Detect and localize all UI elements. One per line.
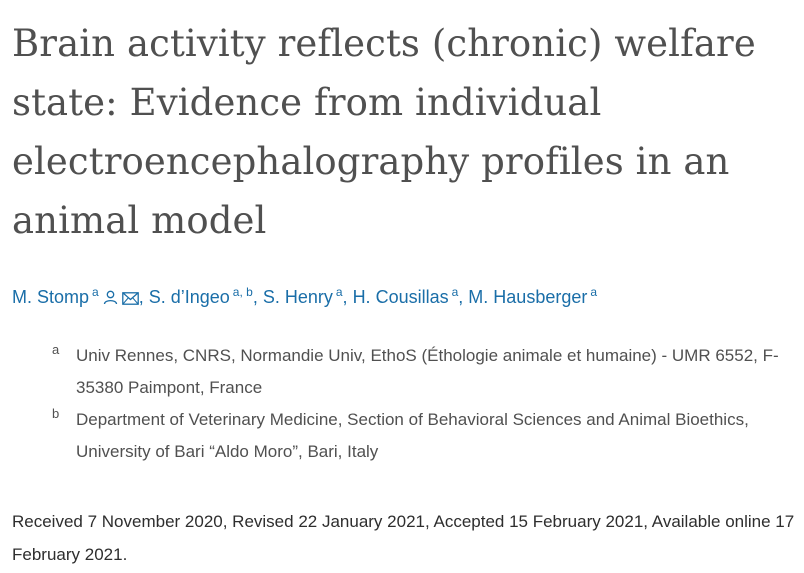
affiliation-label: a [52,342,60,357]
author-separator: , [342,287,353,307]
author-name: S. Henry [262,287,333,307]
author-name: M. Stomp [12,287,90,307]
author-separator: , [252,287,263,307]
affiliation-text: Department of Veterinary Medicine, Section of Behavioral Sciences and Animal Bioethics, University of Bari “Aldo Moro”, Bari, Italy [76,410,749,461]
affiliation-marker: a [590,285,598,299]
author-name: S. d’Ingeo [148,287,230,307]
article-title: Brain activity reflects (chronic) welfare state: Evidence from individual electroencephalography profiles in an animal model [12,22,756,242]
person-icon[interactable] [103,286,118,312]
affiliation-list [52,340,792,468]
affiliation-marker: a [335,285,343,299]
affiliation-marker: a, b [232,285,253,299]
author-link-dingeo[interactable] [149,287,253,307]
affiliation-label: b [52,406,60,421]
affiliation-item [52,340,792,404]
affiliation-marker: a [451,285,459,299]
author-link-henry[interactable] [263,287,343,307]
affiliation-text: Univ Rennes, CNRS, Normandie Univ, EthoS (Éthologie animale et humaine) - UMR 6552, F-35380 Paimpont, France [76,346,779,397]
publication-dates: Received 7 November 2020, Revised 22 January 2021, Accepted 15 February 2021, Available online 17 February 2021. [12,512,795,564]
author-separator: , [138,287,149,307]
affiliation-marker: a [92,285,99,299]
envelope-icon[interactable] [122,286,139,312]
author-link-hausberger[interactable] [468,287,597,307]
author-name: M. Hausberger [468,287,588,307]
author-separator: , [458,287,469,307]
author-link-cousillas[interactable] [353,287,459,307]
author-name: H. Cousillas [352,287,449,307]
author-list [12,279,802,312]
author-link-stomp[interactable] [12,287,99,307]
affiliation-item [52,404,792,468]
